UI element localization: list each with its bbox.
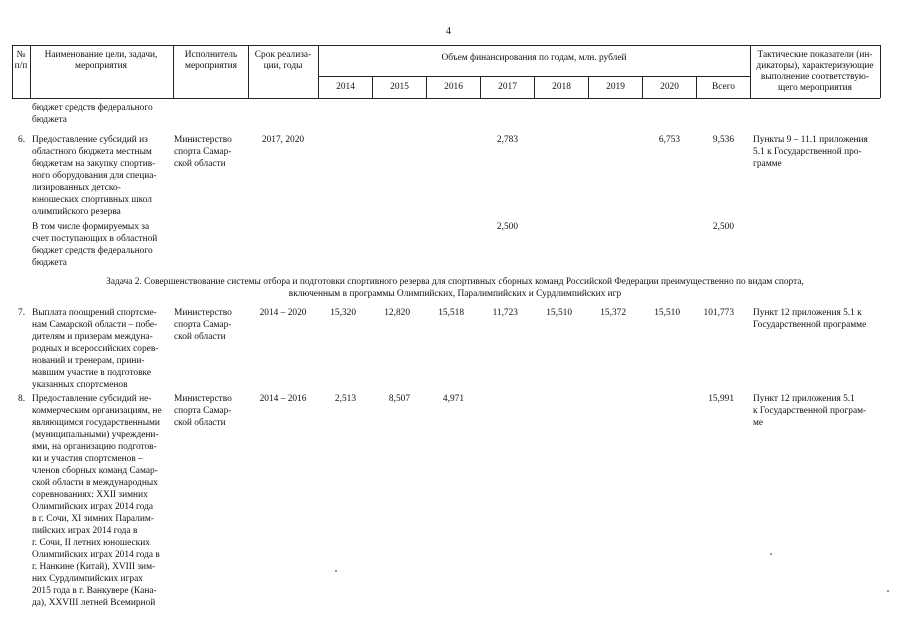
header-indicators: Тактические показатели (ин-дикаторы), характеризующие выполнение соответствую-щего мероприятия [756, 50, 874, 93]
row-7-value-2018: 15,510 [546, 308, 572, 318]
row-7-name-1: Выплата поощрений спортсме- [32, 308, 157, 318]
header-col-border-1 [30, 45, 31, 98]
row-7-executor-3: ской области [174, 332, 226, 342]
row-7-name-6: мавшим участие в подготовке [32, 368, 152, 378]
row-8-executor-2: спорта Самар- [174, 406, 232, 416]
row-8-value-2016: 4,971 [442, 394, 464, 404]
row-7-name-5: нований и тренерам, прини- [32, 356, 145, 366]
task-2-line-1: Задача 2. Совершенствование системы отбора и подготовки спортивного резерва для спортивных сборных команд Российской Федерации преимущественно по видам спорта, [106, 277, 804, 287]
subrow-name-2: счет поступающих в областной [32, 234, 158, 244]
row-8-name-10: Олимпийских играх 2014 года [32, 502, 154, 512]
row-6-indicator-2: 5.1 к Государственной про- [753, 147, 862, 157]
row-7-period: 2014 – 2020 [259, 308, 307, 318]
continued-name-line-2: бюджета [32, 115, 67, 125]
row-8-executor-1: Министерство [174, 394, 232, 404]
scan-speck [770, 553, 772, 555]
header-bottom-border [12, 98, 880, 99]
row-7-value-2016: 15,518 [438, 308, 464, 318]
header-year-2020: 2020 [660, 82, 679, 92]
header-period: Срок реализа-ции, годы [254, 50, 312, 71]
row-8-name-6: ки и участия спортсменов – [32, 454, 143, 464]
row-6-name-2: областного бюджета местным [32, 147, 152, 157]
row-7-indicator-2: Государственной программе [753, 320, 867, 330]
row-8-num: 8. [18, 394, 26, 404]
row-8-name-5: ями, на организацию подготов- [32, 442, 157, 452]
row-7-value-2019: 15,372 [600, 308, 626, 318]
row-8-name-18: да), XXVIII летней Всемирной [32, 598, 156, 608]
row-6-executor-2: спорта Самар- [174, 147, 232, 157]
header-executor: Исполнитель мероприятия [184, 50, 238, 71]
row-8-name-14: Олимпийских играх 2014 года в [32, 550, 160, 560]
continued-name-line-1: бюджет средств федерального [32, 103, 153, 113]
row-8-value-2015: 8,507 [388, 394, 410, 404]
header-year-2018: 2018 [552, 82, 571, 92]
row-7-name-7: указанных спортсменов [32, 380, 128, 390]
row-6-value-2017: 2,783 [496, 135, 518, 145]
row-6-executor-3: ской области [174, 159, 226, 169]
row-6-indicator-1: Пункты 9 – 11.1 приложения [753, 135, 868, 145]
row-6-name-3: бюджетам на закупку спортив- [32, 159, 156, 169]
row-7-value-total: 101,773 [703, 308, 734, 318]
row-6-name-4: ного оборудования для специа- [32, 171, 157, 181]
subrow-name-1: В том числе формируемых за [32, 222, 150, 232]
row-8-name-13: г. Сочи, II летних юношеских [32, 538, 150, 548]
header-year-2019: 2019 [606, 82, 625, 92]
row-8-indicator-1: Пункт 12 приложения 5.1 [753, 394, 855, 404]
header-financing: Объем финансирования по годам, млн. рублей [441, 53, 627, 63]
row-8-name-16: них Сурдлимпийских играх [32, 574, 143, 584]
row-8-name-8: ской области в международных [32, 478, 158, 488]
row-6-name-7: олимпийского резерва [32, 207, 121, 217]
header-year-total: Всего [712, 82, 735, 92]
row-8-name-12: пийских играх 2014 года в [32, 526, 138, 536]
header-year-2015: 2015 [390, 82, 409, 92]
subrow-name-4: бюджета [32, 258, 67, 268]
scan-speck [335, 570, 337, 572]
header-num: № п/п [14, 50, 28, 71]
row-7-value-2015: 12,820 [384, 308, 410, 318]
row-7-executor-2: спорта Самар- [174, 320, 232, 330]
row-7-value-2020: 15,510 [654, 308, 680, 318]
row-7-name-2: нам Самарской области – побе- [32, 320, 158, 330]
row-7-name-3: дителям и призерам междуна- [32, 332, 153, 342]
row-8-name-3: являющимся государственными [32, 418, 160, 428]
row-8-name-7: членов сборных команд Самар- [32, 466, 158, 476]
row-8-executor-3: ской области [174, 418, 226, 428]
row-7-name-4: родных и всероссийских сорев- [32, 344, 159, 354]
header-year-2017: 2017 [498, 82, 517, 92]
scan-speck [887, 590, 889, 592]
header-year-2014: 2014 [336, 82, 355, 92]
header-col-border-5 [750, 45, 751, 98]
row-6-value-total: 9,536 [712, 135, 734, 145]
row-7-value-2017: 11,723 [492, 308, 518, 318]
header-name: Наименование цели, задачи, мероприятия [44, 50, 158, 71]
subrow-value-2017: 2,500 [496, 222, 518, 232]
task-2-line-2: включенным в программы Олимпийских, Паралимпийских и Сурдлимпийских игр [288, 289, 622, 299]
row-7-value-2014: 15,320 [330, 308, 356, 318]
header-col-border-2 [173, 45, 174, 98]
row-8-name-4: (муниципальными) учреждени- [32, 430, 159, 440]
row-6-indicator-3: грамме [753, 159, 782, 169]
row-7-indicator-1: Пункт 12 приложения 5.1 к [753, 308, 862, 318]
page-number: 4 [446, 26, 451, 37]
row-8-value-total: 15,991 [708, 394, 734, 404]
row-7-executor-1: Министерство [174, 308, 232, 318]
row-8-name-11: в г. Сочи, XI зимних Паралим- [32, 514, 154, 524]
row-8-name-1: Предоставление субсидий не- [32, 394, 152, 404]
row-8-name-17: 2015 года в г. Ванкувере (Кана- [32, 586, 157, 596]
row-6-num: 6. [18, 135, 26, 145]
row-6-name-5: лизированных детско- [32, 183, 121, 193]
row-8-indicator-3: ме [753, 418, 764, 428]
row-6-executor-1: Министерство [174, 135, 232, 145]
row-8-name-2: коммерческим организациям, не [32, 406, 162, 416]
row-6-value-2020: 6,753 [658, 135, 680, 145]
subrow-name-3: бюджет средств федерального [32, 246, 153, 256]
row-8-name-15: г. Нанкине (Китай), XVIII зим- [32, 562, 156, 572]
row-6-name-6: юношеских спортивных школ [32, 195, 152, 205]
row-6-period: 2017, 2020 [261, 135, 305, 145]
header-col-border-6 [880, 45, 881, 98]
subrow-value-total: 2,500 [712, 222, 734, 232]
row-8-period: 2014 – 2016 [259, 394, 307, 404]
row-7-num: 7. [18, 308, 26, 318]
header-year-2016: 2016 [444, 82, 463, 92]
row-8-value-2014: 2,513 [334, 394, 356, 404]
header-col-border-3 [248, 45, 249, 98]
row-6-name-1: Предоставление субсидий из [32, 135, 148, 145]
row-8-name-9: соревнованиях: XXII зимних [32, 490, 148, 500]
row-8-indicator-2: к Государственной програм- [753, 406, 867, 416]
